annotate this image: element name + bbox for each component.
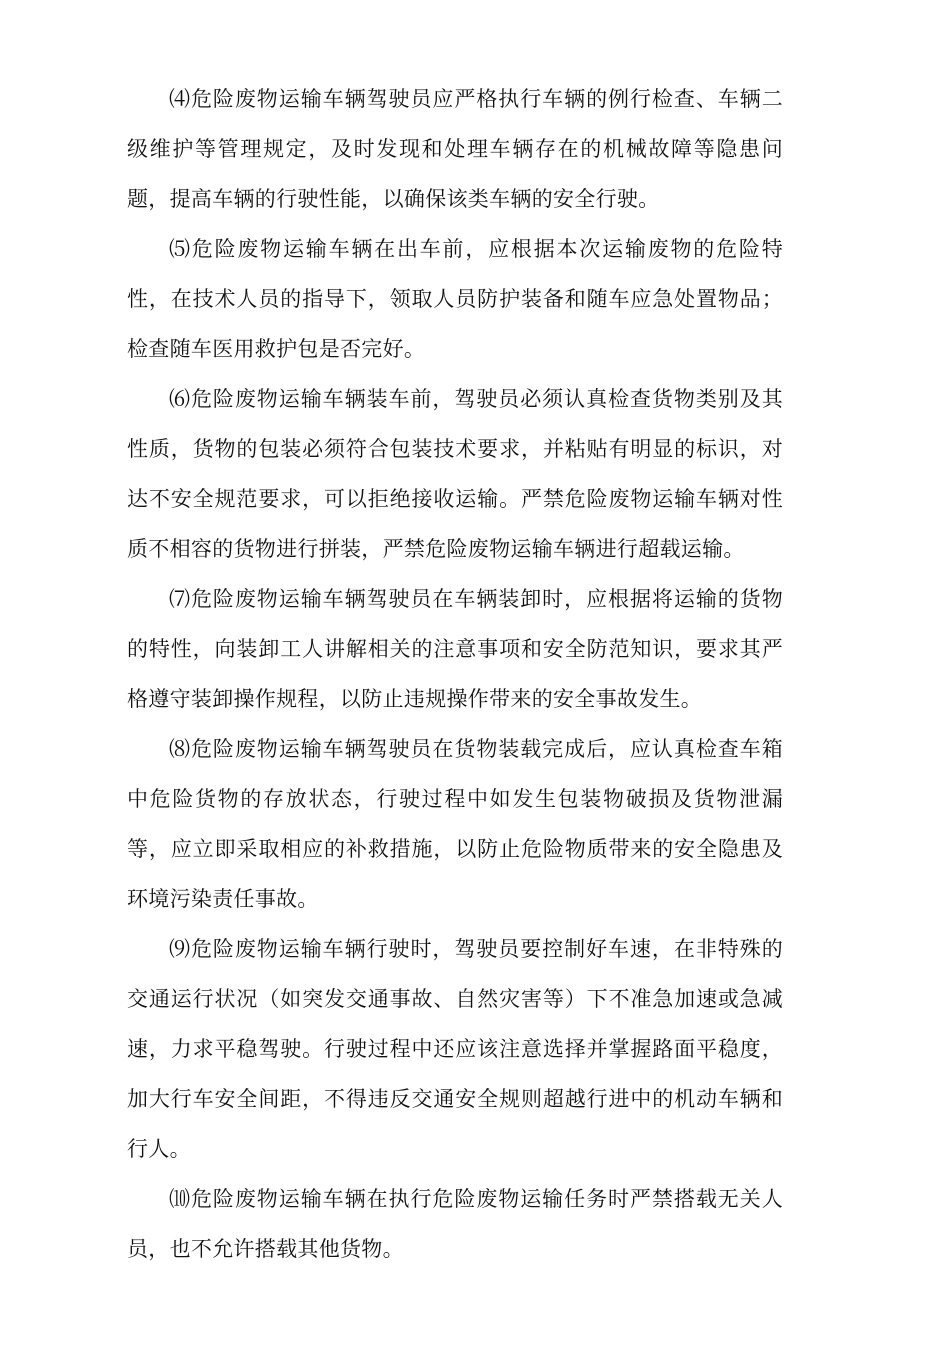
- paragraph-item-4: ⑷危险废物运输车辆驾驶员应严格执行车辆的例行检查、车辆二级维护等管理规定，及时发现和处理车辆存在的机械故障等隐患问题，提高车辆的行驶性能，以确保该类车辆的安全行驶。: [127, 87, 783, 211]
- document-body: [127, 74, 783, 1274]
- paragraph-item-7: ⑺危险废物运输车辆驾驶员在车辆装卸时，应根据将运输的货物的特性，向装卸工人讲解相关的注意事项和安全防范知识，要求其严格遵守装卸操作规程，以防止违规操作带来的安全事故发生。: [127, 587, 783, 711]
- paragraph-item-10: ⑽危险废物运输车辆在执行危险废物运输任务时严禁搭载无关人员，也不允许搭载其他货物。: [127, 1187, 783, 1261]
- paragraph-item-9: ⑼危险废物运输车辆行驶时，驾驶员要控制好车速，在非特殊的交通运行状况（如突发交通事故、自然灾害等）下不准急加速或急减速，力求平稳驾驶。行驶过程中还应该注意选择并掌握路面平稳度，加大行车安全间距，不得违反交通安全规则超越行进中的机动车辆和行人。: [127, 937, 783, 1161]
- paragraph-item-8: ⑻危险废物运输车辆驾驶员在货物装载完成后，应认真检查车箱中危险货物的存放状态，行驶过程中如发生包装物破损及货物泄漏等，应立即采取相应的补救措施，以防止危险物质带来的安全隐患及环境污染责任事故。: [127, 737, 783, 911]
- paragraph-item-6: ⑹危险废物运输车辆装车前，驾驶员必须认真检查货物类别及其性质，货物的包装必须符合包装技术要求，并粘贴有明显的标识，对达不安全规范要求，可以拒绝接收运输。严禁危险废物运输车辆对性质不相容的货物进行拼装，严禁危险废物运输车辆进行超载运输。: [127, 387, 783, 561]
- paragraph-item-5: ⑸危险废物运输车辆在出车前，应根据本次运输废物的危险特性，在技术人员的指导下，领取人员防护装备和随车应急处置物品；检查随车医用救护包是否完好。: [127, 237, 783, 361]
